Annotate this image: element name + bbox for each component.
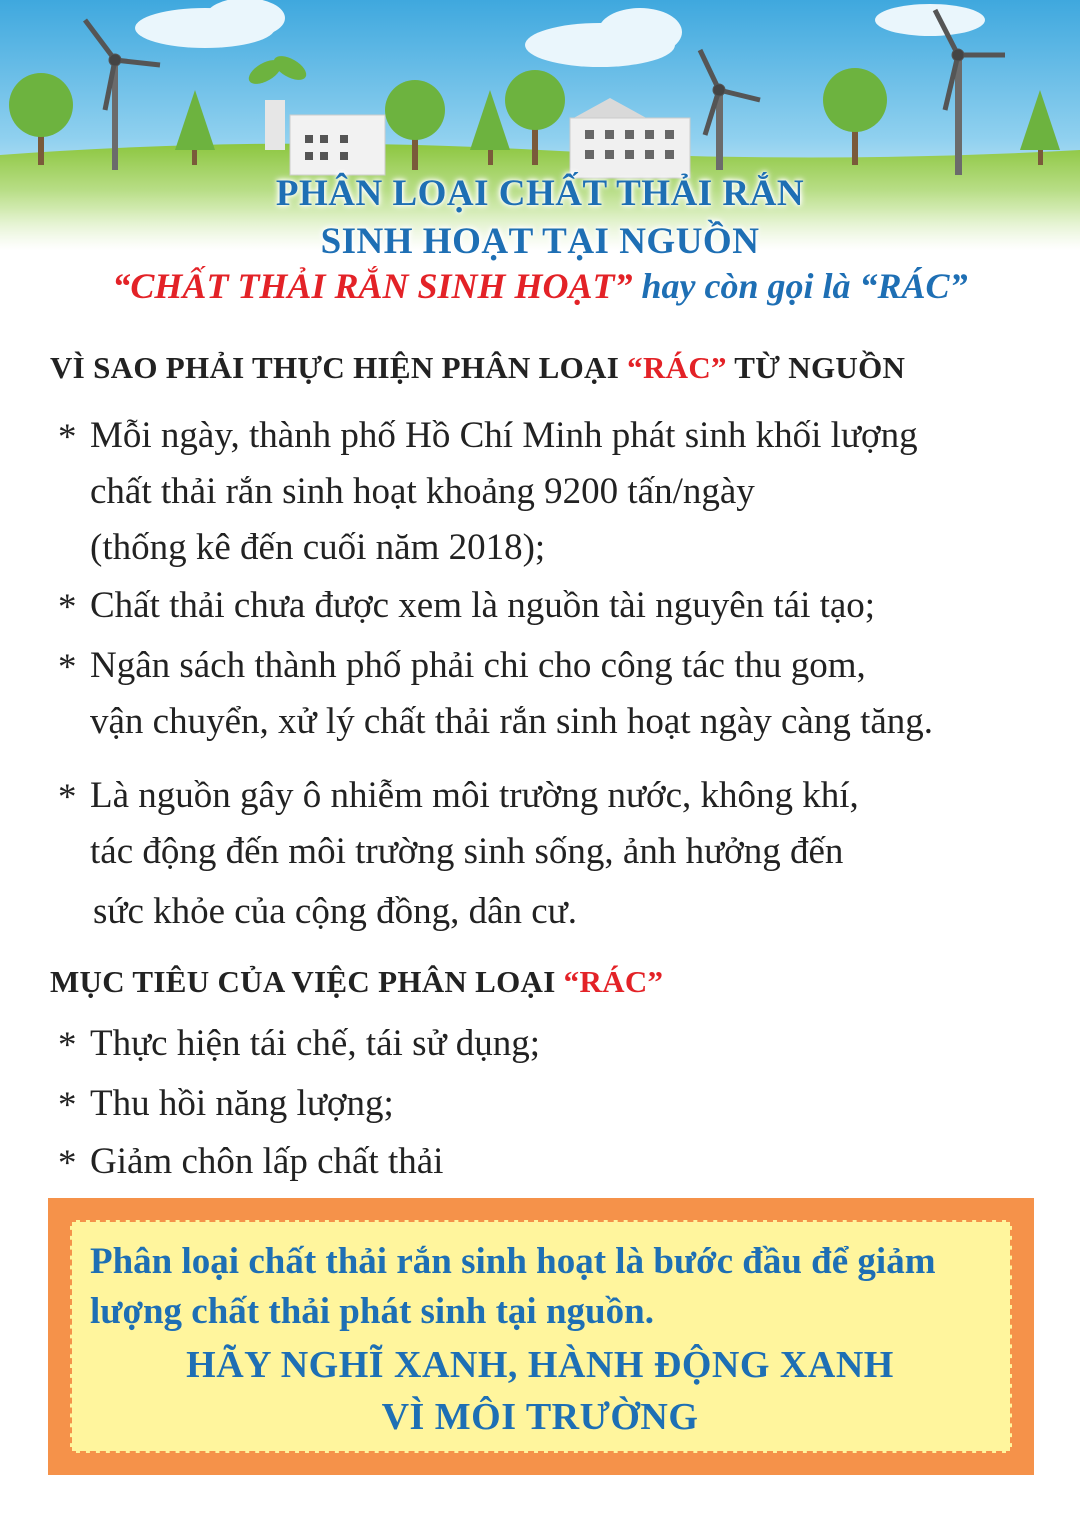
bullet-star: * (58, 1085, 77, 1126)
list-item: Chất thải chưa được xem là nguồn tài nguyên tái tạo; (90, 585, 876, 626)
section-heading-why (50, 350, 905, 386)
list-item: Giảm chôn lấp chất thải (90, 1141, 444, 1182)
subtitle-end: “RÁC” (859, 266, 968, 306)
section-heading-goals (50, 964, 663, 1000)
bullet-star: * (58, 1143, 77, 1184)
list-item: Thu hồi năng lượng; (90, 1083, 394, 1124)
list-item: vận chuyển, xử lý chất thải rắn sinh hoạt ngày càng tăng. (90, 701, 934, 742)
list-item: Là nguồn gây ô nhiễm môi trường nước, không khí, (90, 775, 859, 816)
list-item: Ngân sách thành phố phải chi cho công tác thu gom, (90, 645, 866, 686)
callout-line-1: Phân loại chất thải rắn sinh hoạt là bước đầu để giảm (90, 1241, 936, 1282)
list-item: chất thải rắn sinh hoạt khoảng 9200 tấn/ngày (90, 471, 755, 512)
list-item: Mỗi ngày, thành phố Hồ Chí Minh phát sinh khối lượng (90, 415, 918, 456)
list-item: (thống kê đến cuối năm 2018); (90, 527, 546, 568)
heading-text: VÌ SAO PHẢI THỰC HIỆN PHÂN LOẠI (50, 350, 628, 385)
title-line-1: PHÂN LOẠI CHẤT THẢI RẮN (275, 173, 805, 214)
bullet-star: * (58, 417, 77, 458)
heading-red: “RÁC” (563, 964, 664, 999)
heading-text: MỤC TIÊU CỦA VIỆC PHÂN LOẠI (50, 964, 564, 999)
slogan-line-1: HÃY NGHĨ XANH, HÀNH ĐỘNG XANH (186, 1344, 894, 1386)
bullet-star: * (58, 777, 77, 818)
slogan-line-2: VÌ MÔI TRƯỜNG (381, 1396, 699, 1438)
heading-red: “RÁC” (627, 350, 727, 385)
heading-text-end: TỪ NGUỒN (726, 350, 906, 385)
bullet-star: * (58, 587, 77, 628)
subtitle-red: “CHẤT THẢI RẮN SINH HOẠT” (112, 266, 633, 306)
list-item: tác động đến môi trường sinh sống, ảnh hưởng đến (90, 831, 844, 872)
bullet-star: * (58, 1025, 77, 1066)
bullet-star: * (58, 647, 77, 688)
subtitle (0, 265, 1080, 307)
list-item: sức khỏe của cộng đồng, dân cư. (93, 891, 577, 932)
list-item: Thực hiện tái chế, tái sử dụng; (90, 1023, 541, 1064)
subtitle-mid: hay còn gọi là (632, 266, 860, 306)
callout-line-2: lượng chất thải phát sinh tại nguồn. (90, 1291, 654, 1332)
title-line-2: SINH HOẠT TẠI NGUỒN (320, 221, 760, 262)
